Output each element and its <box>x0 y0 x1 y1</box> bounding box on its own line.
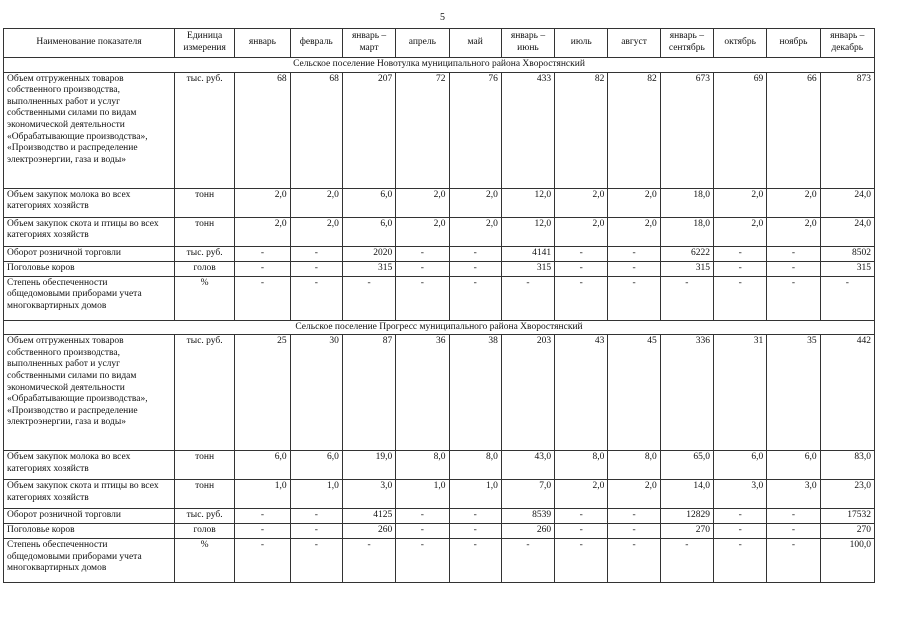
value-cell: 2,0 <box>714 188 767 217</box>
value-cell: 14,0 <box>660 480 713 509</box>
column-header: Единица измерения <box>174 29 234 58</box>
value-cell: - <box>290 276 342 320</box>
unit-cell: тыс. руб. <box>174 335 234 451</box>
value-cell: 673 <box>660 72 713 188</box>
value-cell: - <box>714 524 767 539</box>
value-cell: - <box>714 261 767 276</box>
value-cell: 3,0 <box>714 480 767 509</box>
statistics-table <box>3 28 875 583</box>
value-cell: 1,0 <box>449 480 501 509</box>
value-cell: - <box>235 261 290 276</box>
value-cell: - <box>290 509 342 524</box>
value-cell: - <box>714 509 767 524</box>
unit-cell: тонн <box>174 451 234 480</box>
value-cell: 203 <box>501 335 554 451</box>
table-row <box>4 246 875 261</box>
value-cell: 24,0 <box>820 188 874 217</box>
value-cell: - <box>555 261 608 276</box>
indicator-name: Оборот розничной торговли <box>4 509 175 524</box>
value-cell: - <box>501 539 554 583</box>
value-cell: - <box>501 276 554 320</box>
value-cell: 6,0 <box>714 451 767 480</box>
table-row <box>4 539 875 583</box>
value-cell: 30 <box>290 335 342 451</box>
value-cell: 100,0 <box>820 539 874 583</box>
value-cell: - <box>290 539 342 583</box>
value-cell: 12,0 <box>501 217 554 246</box>
table-row <box>4 276 875 320</box>
value-cell: 4141 <box>501 246 554 261</box>
value-cell: 2,0 <box>714 217 767 246</box>
section-title: Сельское поселение Прогресс муниципального района Хворостянский <box>4 320 875 335</box>
value-cell: - <box>396 539 449 583</box>
column-header: июль <box>555 29 608 58</box>
table-row <box>4 335 875 451</box>
table-row <box>4 451 875 480</box>
indicator-name: Поголовье коров <box>4 261 175 276</box>
value-cell: 45 <box>608 335 660 451</box>
value-cell: - <box>608 524 660 539</box>
value-cell: - <box>555 246 608 261</box>
column-header: май <box>449 29 501 58</box>
value-cell: - <box>396 509 449 524</box>
value-cell: 6222 <box>660 246 713 261</box>
value-cell: 8502 <box>820 246 874 261</box>
value-cell: 43,0 <box>501 451 554 480</box>
column-header: апрель <box>396 29 449 58</box>
value-cell: 442 <box>820 335 874 451</box>
value-cell: - <box>608 539 660 583</box>
table-row <box>4 524 875 539</box>
indicator-name: Объем закупок молока во всех категориях хозяйств <box>4 451 175 480</box>
unit-cell: тонн <box>174 217 234 246</box>
value-cell: 24,0 <box>820 217 874 246</box>
value-cell: 2,0 <box>449 217 501 246</box>
value-cell: - <box>608 276 660 320</box>
value-cell: 270 <box>660 524 713 539</box>
value-cell: 6,0 <box>767 451 820 480</box>
value-cell: 2,0 <box>235 188 290 217</box>
table-row <box>4 188 875 217</box>
value-cell: - <box>396 246 449 261</box>
value-cell: 6,0 <box>235 451 290 480</box>
value-cell: - <box>449 246 501 261</box>
value-cell: 1,0 <box>235 480 290 509</box>
value-cell: 18,0 <box>660 188 713 217</box>
value-cell: 65,0 <box>660 451 713 480</box>
table-row <box>4 261 875 276</box>
value-cell: - <box>608 261 660 276</box>
unit-cell: тыс. руб. <box>174 72 234 188</box>
value-cell: 2,0 <box>608 480 660 509</box>
column-header: январь <box>235 29 290 58</box>
value-cell: 2,0 <box>555 217 608 246</box>
value-cell: 336 <box>660 335 713 451</box>
value-cell: - <box>608 509 660 524</box>
column-header: январь – март <box>342 29 395 58</box>
value-cell: - <box>555 524 608 539</box>
value-cell: 7,0 <box>501 480 554 509</box>
value-cell: - <box>235 539 290 583</box>
value-cell: 8,0 <box>608 451 660 480</box>
unit-cell: голов <box>174 261 234 276</box>
value-cell: 2,0 <box>555 188 608 217</box>
column-header: октябрь <box>714 29 767 58</box>
value-cell: 72 <box>396 72 449 188</box>
indicator-name: Объем отгруженных товаров собственного производства, выполненных работ и услуг собственными силами по видам экономической деятельности «Обрабатывающие производства», «Производство и распределение электроэнергии, газа и воды» <box>4 72 175 188</box>
indicator-name: Оборот розничной торговли <box>4 246 175 261</box>
value-cell: - <box>449 539 501 583</box>
value-cell: - <box>342 539 395 583</box>
value-cell: - <box>555 539 608 583</box>
value-cell: - <box>290 261 342 276</box>
value-cell: - <box>290 524 342 539</box>
value-cell: - <box>767 524 820 539</box>
indicator-name: Объем закупок молока во всех категориях хозяйств <box>4 188 175 217</box>
unit-cell: тонн <box>174 480 234 509</box>
section-header-row <box>4 58 875 73</box>
value-cell: - <box>235 246 290 261</box>
indicator-name: Поголовье коров <box>4 524 175 539</box>
value-cell: 207 <box>342 72 395 188</box>
value-cell: 68 <box>235 72 290 188</box>
value-cell: 12829 <box>660 509 713 524</box>
unit-cell: тонн <box>174 188 234 217</box>
value-cell: 31 <box>714 335 767 451</box>
column-header: август <box>608 29 660 58</box>
value-cell: - <box>767 539 820 583</box>
value-cell: 2020 <box>342 246 395 261</box>
value-cell: 2,0 <box>767 188 820 217</box>
value-cell: 4125 <box>342 509 395 524</box>
value-cell: 38 <box>449 335 501 451</box>
value-cell: 2,0 <box>608 188 660 217</box>
table-row <box>4 480 875 509</box>
column-header: Наименование показателя <box>4 29 175 58</box>
value-cell: - <box>767 276 820 320</box>
indicator-name: Объем отгруженных товаров собственного производства, выполненных работ и услуг собственными силами по видам экономической деятельности «Обрабатывающие производства», «Производство и распределение электроэнергии, газа и воды» <box>4 335 175 451</box>
value-cell: 2,0 <box>235 217 290 246</box>
value-cell: 19,0 <box>342 451 395 480</box>
value-cell: 1,0 <box>396 480 449 509</box>
value-cell: 83,0 <box>820 451 874 480</box>
value-cell: 17532 <box>820 509 874 524</box>
value-cell: 6,0 <box>290 451 342 480</box>
value-cell: 433 <box>501 72 554 188</box>
value-cell: - <box>449 261 501 276</box>
table-row <box>4 509 875 524</box>
value-cell: 68 <box>290 72 342 188</box>
value-cell: 87 <box>342 335 395 451</box>
value-cell: 270 <box>820 524 874 539</box>
value-cell: 23,0 <box>820 480 874 509</box>
column-header: ноябрь <box>767 29 820 58</box>
value-cell: 8,0 <box>555 451 608 480</box>
value-cell: 2,0 <box>608 217 660 246</box>
value-cell: - <box>555 276 608 320</box>
value-cell: 66 <box>767 72 820 188</box>
indicator-name: Степень обеспеченности общедомовыми приборами учета многоквартирных домов <box>4 276 175 320</box>
value-cell: 873 <box>820 72 874 188</box>
value-cell: - <box>714 539 767 583</box>
value-cell: 3,0 <box>767 480 820 509</box>
unit-cell: % <box>174 276 234 320</box>
value-cell: 25 <box>235 335 290 451</box>
value-cell: 69 <box>714 72 767 188</box>
value-cell: 8539 <box>501 509 554 524</box>
value-cell: - <box>714 276 767 320</box>
column-header: февраль <box>290 29 342 58</box>
column-header: январь – июнь <box>501 29 554 58</box>
value-cell: 2,0 <box>767 217 820 246</box>
value-cell: 76 <box>449 72 501 188</box>
value-cell: 82 <box>555 72 608 188</box>
column-header: январь – сентябрь <box>660 29 713 58</box>
value-cell: 2,0 <box>449 188 501 217</box>
section-title: Сельское поселение Новотулка муниципального района Хворостянский <box>4 58 875 73</box>
value-cell: 36 <box>396 335 449 451</box>
value-cell: 2,0 <box>290 188 342 217</box>
unit-cell: тыс. руб. <box>174 509 234 524</box>
value-cell: - <box>767 509 820 524</box>
value-cell: 315 <box>820 261 874 276</box>
value-cell: 18,0 <box>660 217 713 246</box>
value-cell: 2,0 <box>290 217 342 246</box>
value-cell: 8,0 <box>449 451 501 480</box>
value-cell: - <box>767 246 820 261</box>
value-cell: 6,0 <box>342 188 395 217</box>
value-cell: 82 <box>608 72 660 188</box>
value-cell: 43 <box>555 335 608 451</box>
indicator-name: Объем закупок скота и птицы во всех категориях хозяйств <box>4 217 175 246</box>
value-cell: - <box>449 276 501 320</box>
value-cell: 315 <box>342 261 395 276</box>
value-cell: - <box>820 276 874 320</box>
table-row <box>4 72 875 188</box>
value-cell: - <box>449 524 501 539</box>
value-cell: - <box>396 524 449 539</box>
indicator-name: Степень обеспеченности общедомовыми приборами учета многоквартирных домов <box>4 539 175 583</box>
value-cell: 2,0 <box>396 217 449 246</box>
value-cell: - <box>235 276 290 320</box>
value-cell: 12,0 <box>501 188 554 217</box>
value-cell: - <box>342 276 395 320</box>
value-cell: 260 <box>501 524 554 539</box>
value-cell: - <box>290 246 342 261</box>
value-cell: - <box>396 261 449 276</box>
value-cell: - <box>235 524 290 539</box>
value-cell: 6,0 <box>342 217 395 246</box>
value-cell: 2,0 <box>396 188 449 217</box>
table-header-row <box>4 29 875 58</box>
unit-cell: голов <box>174 524 234 539</box>
value-cell: - <box>767 261 820 276</box>
value-cell: 3,0 <box>342 480 395 509</box>
value-cell: 315 <box>501 261 554 276</box>
value-cell: 8,0 <box>396 451 449 480</box>
value-cell: 315 <box>660 261 713 276</box>
value-cell: 2,0 <box>555 480 608 509</box>
section-header-row <box>4 320 875 335</box>
page-number: 5 <box>440 12 445 23</box>
value-cell: - <box>555 509 608 524</box>
value-cell: 1,0 <box>290 480 342 509</box>
value-cell: - <box>660 276 713 320</box>
value-cell: - <box>660 539 713 583</box>
value-cell: - <box>235 509 290 524</box>
unit-cell: % <box>174 539 234 583</box>
unit-cell: тыс. руб. <box>174 246 234 261</box>
value-cell: - <box>608 246 660 261</box>
value-cell: 260 <box>342 524 395 539</box>
value-cell: - <box>396 276 449 320</box>
table-row <box>4 217 875 246</box>
indicator-name: Объем закупок скота и птицы во всех категориях хозяйств <box>4 480 175 509</box>
value-cell: - <box>449 509 501 524</box>
column-header: январь – декабрь <box>820 29 874 58</box>
value-cell: - <box>714 246 767 261</box>
value-cell: 35 <box>767 335 820 451</box>
